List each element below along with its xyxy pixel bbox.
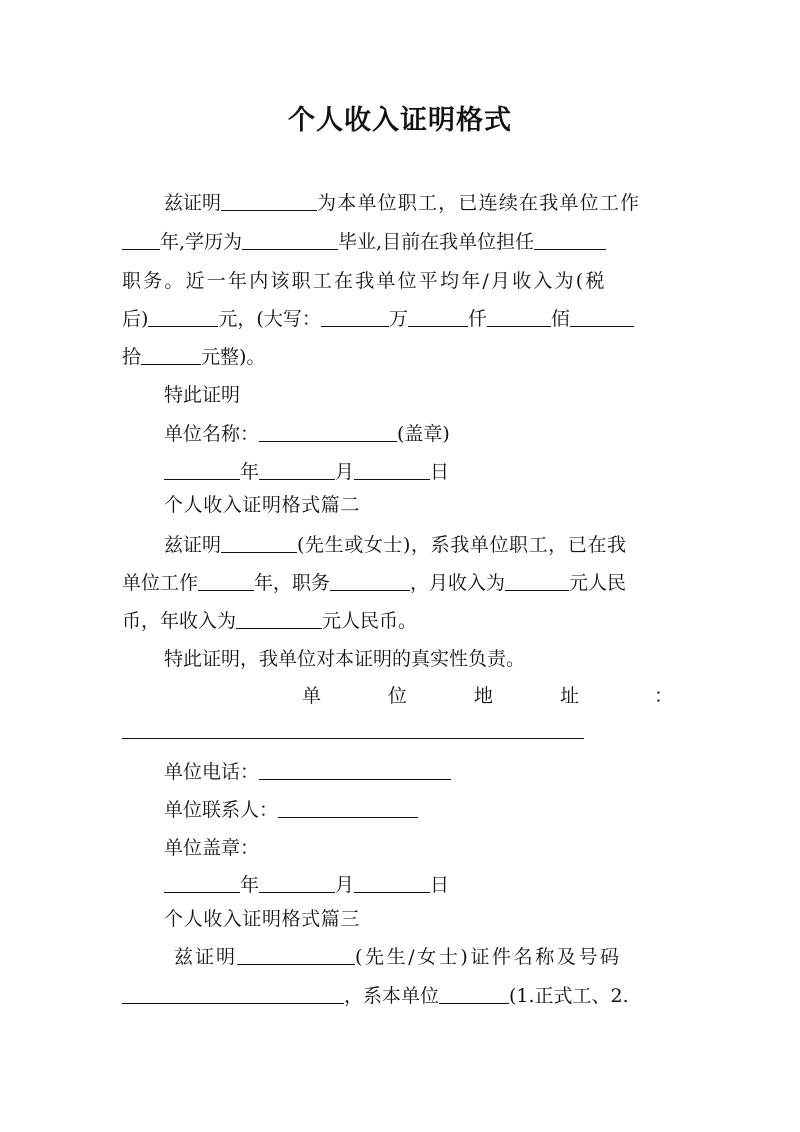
s1-certify: 特此证明	[164, 384, 241, 406]
s1-date-line	[164, 459, 682, 485]
year-blank[interactable]	[164, 459, 240, 480]
amount-blank[interactable]	[148, 306, 218, 327]
wan-blank[interactable]	[321, 306, 389, 327]
s2-contact-line	[164, 797, 682, 823]
s3-type-blank[interactable]	[439, 983, 509, 1004]
addr-char: 址	[560, 685, 580, 707]
s3-text: ，系本单位	[344, 985, 440, 1007]
s3-line-1	[174, 944, 682, 970]
contact-blank[interactable]	[278, 797, 418, 818]
s3-heading: 个人收入证明格式篇三	[164, 908, 361, 930]
s2-date-line	[164, 872, 682, 898]
qian-blank[interactable]	[408, 306, 468, 327]
month-text: 月	[335, 461, 355, 483]
s1-line-5	[122, 344, 682, 370]
s3-name-blank[interactable]	[237, 944, 355, 965]
s2-text: 元人民	[569, 572, 627, 594]
day-blank[interactable]	[354, 872, 430, 893]
s1-text: 元整)。	[201, 346, 266, 368]
s1-text: 元，(大写：	[218, 308, 321, 330]
s1-line-3: 职务。近一年内该职工在我单位平均年/月收入为(税	[122, 270, 607, 292]
s2-monthly-blank[interactable]	[505, 570, 569, 591]
s3-id-blank[interactable]	[122, 983, 344, 1004]
unit-name-label: 单位名称：	[164, 423, 260, 445]
s1-text: 万	[388, 308, 408, 330]
s2-heading: 个人收入证明格式篇二	[164, 494, 361, 516]
phone-label: 单位电话：	[164, 761, 260, 783]
s2-address-label	[122, 683, 682, 709]
year-text: 年	[240, 874, 260, 896]
s2-name-blank[interactable]	[221, 532, 297, 553]
years-worked-blank[interactable]	[122, 229, 160, 250]
s2-seal-line: 单位盖章：	[164, 837, 260, 859]
s1-text: 仟	[467, 308, 487, 330]
shi-blank-end[interactable]	[570, 306, 634, 327]
s1-line-2	[122, 229, 682, 255]
month-blank[interactable]	[259, 459, 335, 480]
s2-certify: 特此证明，我单位对本证明的真实性负责。	[164, 648, 526, 670]
contact-label: 单位联系人：	[164, 799, 279, 821]
day-text: 日	[430, 874, 450, 896]
s1-text: 拾	[122, 346, 142, 368]
addr-char: 单	[302, 685, 322, 707]
s2-phone-line	[164, 759, 682, 785]
addr-char: 地	[474, 685, 494, 707]
addr-char: 位	[388, 685, 408, 707]
s2-line-2	[122, 570, 682, 596]
s2-text: ，月收入为	[410, 572, 506, 594]
s1-text: 兹证明	[164, 192, 222, 214]
s1-unit-name-line	[164, 421, 682, 447]
document-title: 个人收入证明格式	[288, 105, 512, 136]
unit-name-blank[interactable]	[259, 421, 397, 442]
s1-line-4	[122, 306, 682, 332]
s1-text: 为本单位职工，已连续在我单位工作	[317, 192, 641, 214]
s2-text: 元人民币。	[322, 610, 418, 632]
bai-blank[interactable]	[487, 306, 551, 327]
s3-text: (先生/女士)证件名称及号码	[355, 946, 622, 968]
s2-text: (先生或女士)，系我单位职工，已在我	[297, 534, 627, 556]
phone-blank[interactable]	[259, 759, 451, 780]
month-blank[interactable]	[259, 872, 335, 893]
employee-name-blank[interactable]	[221, 190, 317, 211]
s3-line-2	[122, 983, 682, 1009]
s1-text: 年,学历为	[160, 231, 243, 253]
s3-text: (1.正式工、2.	[509, 985, 629, 1007]
address-blank[interactable]	[122, 738, 584, 739]
year-blank[interactable]	[164, 872, 240, 893]
s2-text: 币，年收入为	[122, 610, 237, 632]
addr-char: ：	[654, 685, 674, 707]
s2-annual-blank[interactable]	[236, 608, 322, 629]
s2-position-blank[interactable]	[330, 570, 410, 591]
s3-text: 兹证明	[174, 946, 238, 968]
s2-text: 单位工作	[122, 572, 199, 594]
day-text: 日	[430, 461, 450, 483]
position-blank[interactable]	[534, 229, 606, 250]
day-blank[interactable]	[354, 459, 430, 480]
year-text: 年	[240, 461, 260, 483]
s1-text: 佰	[550, 308, 570, 330]
s1-text: 毕业,目前在我单位担任	[338, 231, 535, 253]
yuan-blank[interactable]	[141, 344, 201, 365]
s2-line-1	[164, 532, 682, 558]
month-text: 月	[335, 874, 355, 896]
s2-years-blank[interactable]	[198, 570, 254, 591]
s2-text: 年，职务	[254, 572, 331, 594]
s2-text: 兹证明	[164, 534, 222, 556]
s2-line-3	[122, 608, 682, 634]
education-blank[interactable]	[242, 229, 338, 250]
s1-text: 后)	[122, 308, 149, 330]
s1-line-1	[164, 190, 682, 216]
seal-text: (盖章)	[397, 423, 450, 445]
